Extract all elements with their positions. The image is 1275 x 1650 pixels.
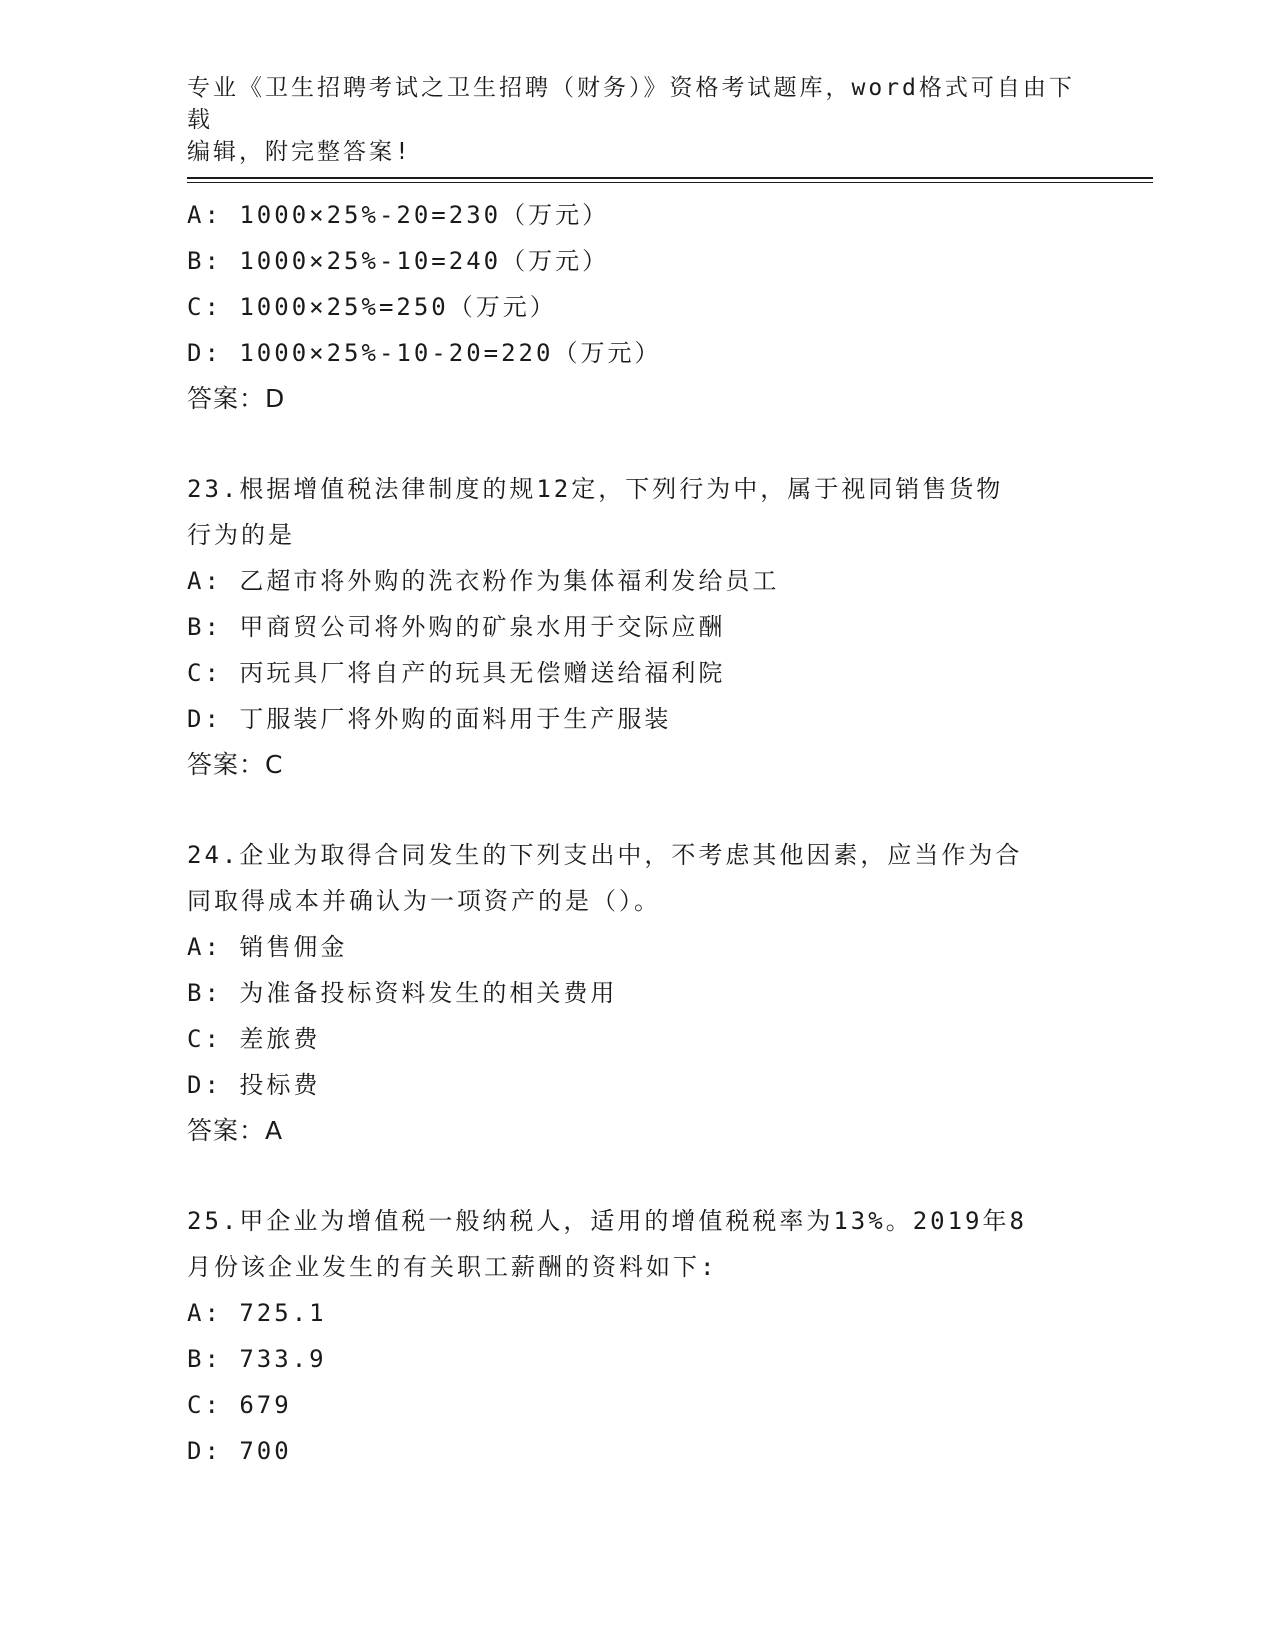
question-stem: 24.企业为取得合同发生的下列支出中，不考虑其他因素，应当作为合 — [187, 841, 1023, 869]
question-stem: 同取得成本并确认为一项资产的是（）。 — [187, 887, 661, 915]
option-text: 700 — [239, 1437, 292, 1465]
option-text: 1000×25%-10-20=220（万元） — [239, 339, 662, 367]
option-label: B: — [187, 979, 222, 1007]
option-text: 差旅费 — [239, 1025, 321, 1053]
question-23 — [187, 466, 1087, 788]
header-divider-thick — [187, 177, 1153, 179]
option-label: B: — [187, 613, 222, 641]
spacer — [187, 422, 1087, 466]
option-d — [187, 1062, 1087, 1108]
option-b — [187, 970, 1087, 1016]
option-a — [187, 924, 1087, 970]
answer-line: 答案：C — [187, 750, 284, 779]
option-label: A: — [187, 1299, 222, 1327]
question-22 — [187, 192, 1087, 422]
header-title-line1: 专业《卫生招聘考试之卫生招聘（财务）》资格考试题库，word格式可自由下载 — [187, 75, 1075, 133]
option-label: C: — [187, 293, 222, 321]
option-label: B: — [187, 1345, 222, 1373]
option-c — [187, 1016, 1087, 1062]
option-text: 为准备投标资料发生的相关费用 — [239, 979, 618, 1007]
option-d — [187, 696, 1087, 742]
option-text: 733.9 — [239, 1345, 327, 1373]
option-label: A: — [187, 201, 222, 229]
option-c — [187, 284, 1087, 330]
question-stem: 行为的是 — [187, 521, 295, 549]
option-text: 投标费 — [239, 1071, 321, 1099]
question-25 — [187, 1198, 1087, 1474]
option-label: C: — [187, 1025, 222, 1053]
option-label: A: — [187, 933, 222, 961]
option-label: D: — [187, 705, 222, 733]
answer-line: 答案：A — [187, 1116, 284, 1145]
option-text: 725.1 — [239, 1299, 327, 1327]
header-divider-thin — [187, 182, 1153, 183]
option-label: D: — [187, 1437, 222, 1465]
option-text: 1000×25%=250（万元） — [239, 293, 557, 321]
option-c — [187, 650, 1087, 696]
option-label: D: — [187, 1071, 222, 1099]
document-header — [187, 72, 1087, 168]
option-b — [187, 1336, 1087, 1382]
question-stem: 25.甲企业为增值税一般纳税人，适用的增值税税率为13%。2019年8 — [187, 1207, 1027, 1235]
option-text: 丁服装厂将外购的面料用于生产服装 — [239, 705, 672, 733]
option-a — [187, 192, 1087, 238]
option-text: 销售佣金 — [239, 933, 348, 961]
question-list — [187, 192, 1087, 1474]
option-text: 乙超市将外购的洗衣粉作为集体福利发给员工 — [239, 567, 780, 595]
option-label: C: — [187, 659, 222, 687]
option-b — [187, 604, 1087, 650]
option-text: 甲商贸公司将外购的矿泉水用于交际应酬 — [239, 613, 726, 641]
option-label: D: — [187, 339, 222, 367]
header-title-line2: 编辑，附完整答案! — [187, 139, 412, 165]
question-stem: 月份该企业发生的有关职工薪酬的资料如下: — [187, 1253, 718, 1281]
option-label: C: — [187, 1391, 222, 1419]
option-a — [187, 558, 1087, 604]
option-b — [187, 238, 1087, 284]
option-label: A: — [187, 567, 222, 595]
option-label: B: — [187, 247, 222, 275]
question-24 — [187, 832, 1087, 1154]
option-d — [187, 330, 1087, 376]
option-a — [187, 1290, 1087, 1336]
spacer — [187, 788, 1087, 832]
option-text: 1000×25%-10=240（万元） — [239, 247, 610, 275]
spacer — [187, 1154, 1087, 1198]
option-text: 丙玩具厂将自产的玩具无偿赠送给福利院 — [239, 659, 726, 687]
answer-line: 答案：D — [187, 384, 286, 413]
option-text: 679 — [239, 1391, 292, 1419]
option-c — [187, 1382, 1087, 1428]
option-d — [187, 1428, 1087, 1474]
option-text: 1000×25%-20=230（万元） — [239, 201, 610, 229]
question-stem: 23.根据增值税法律制度的规12定，下列行为中，属于视同销售货物 — [187, 475, 1004, 503]
